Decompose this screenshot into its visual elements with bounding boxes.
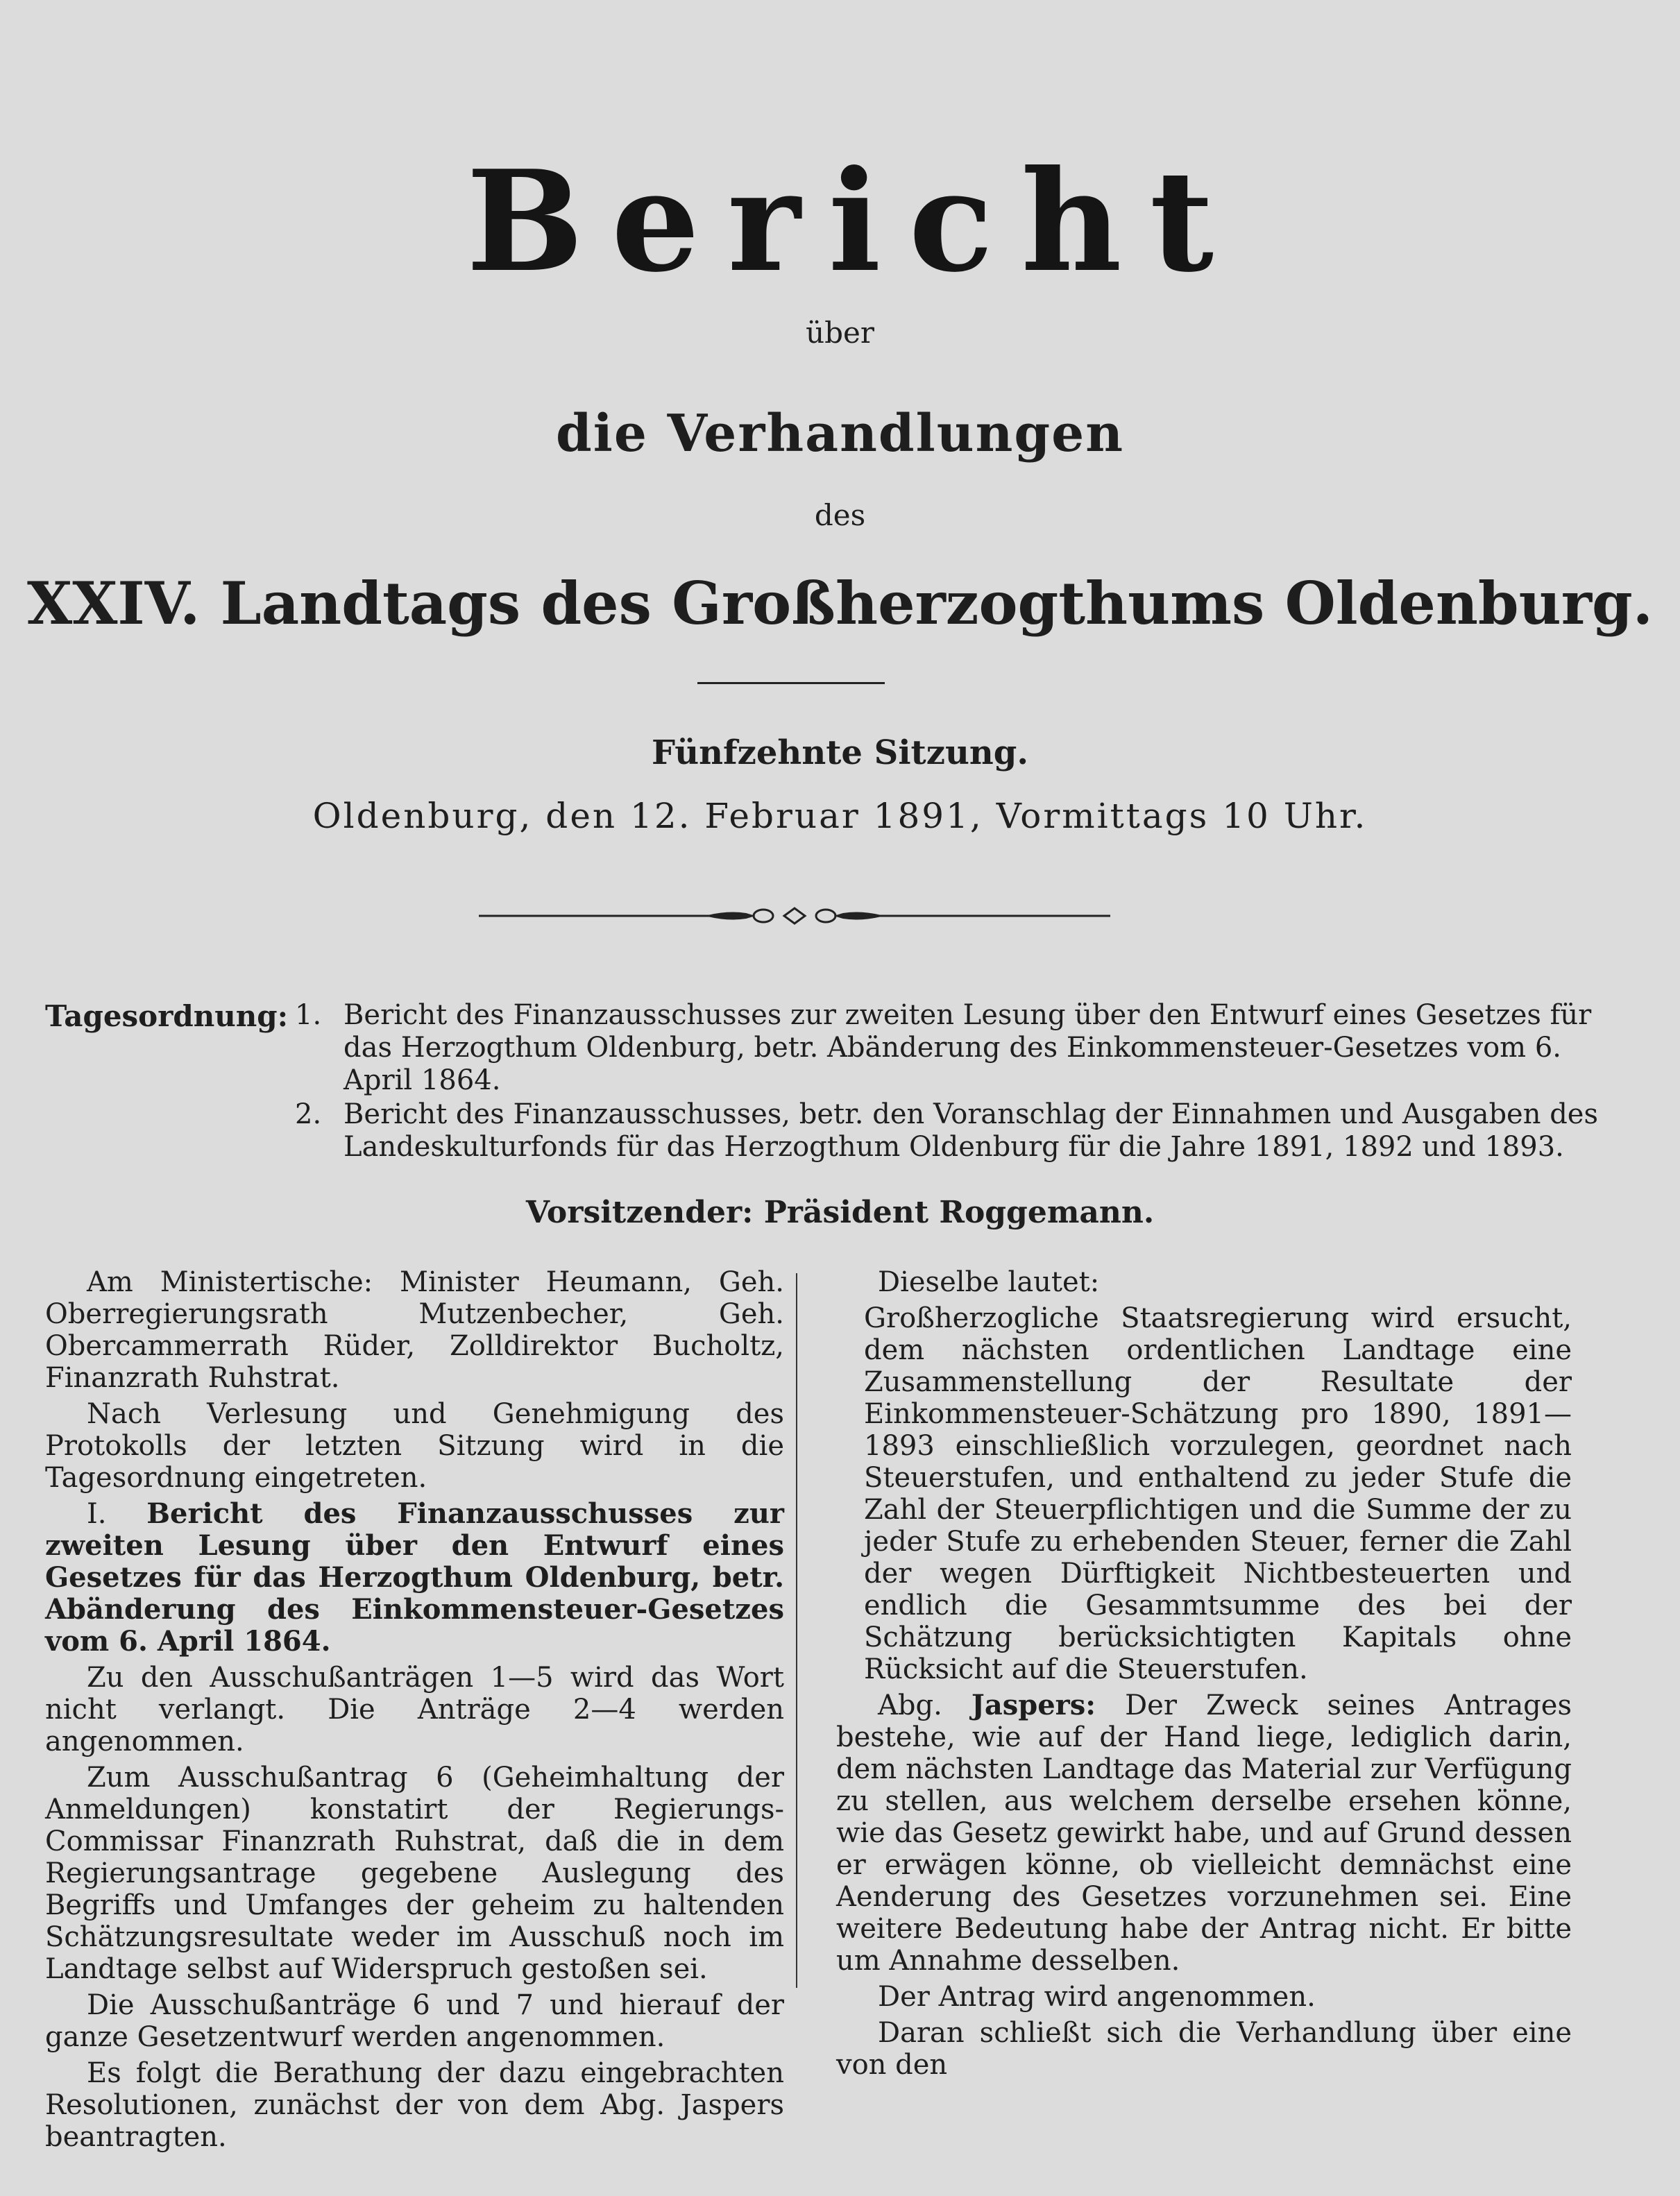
paragraph	[836, 1689, 1572, 1977]
paragraph: Nach Verlesung und Genehmigung des Protokolls der letzten Sitzung wird in die Tagesordnung eingetreten.	[45, 1398, 784, 1494]
paragraph: Die Ausschußanträge 6 und 7 und hierauf der ganze Gesetzentwurf werden angenommen.	[45, 1989, 784, 2053]
paragraph: Dieselbe lautet:	[878, 1266, 1100, 1298]
agenda-item-text: Bericht des Finanzausschusses zur zweiten Lesung über den Entwurf eines Gesetzes für das Herzogthum Oldenburg, betr. Abänderung des Einkommensteuer-Gesetzes vom 6. April 1864.	[343, 999, 1592, 1096]
paragraph: Am Ministertische: Minister Heumann, Geh. Oberregierungsrath Mutzenbecher, Geh. Obercammerrath Rüder, Zolldirektor Bucholtz, Finanzrath Ruhstrat.	[45, 1266, 784, 1394]
resolution-quote: Großherzogliche Staatsregierung wird ersucht, dem nächsten ordentlichen Landtage eine Zusammenstellung der Resultate der Einkommensteuer-Schätzung pro 1890, 1891—1893 einschließlich vorzulegen, geordnet nach Steuerstufen, und enthaltend zu jeder Stufe die Zahl der Steuerpflichtigen und die Summe der zu jeder Stufe zu erhebenden Steuer, ferner die Zahl der wegen Dürftigkeit Nichtbesteuerten und endlich die Gesammtsumme des bei der Schätzung berücksichtigten Kapitals ohne Rücksicht auf die Steuerstufen.	[864, 1302, 1572, 1685]
agenda-item	[295, 1098, 1613, 1164]
speech-text: Der Zweck seines Antrages bestehe, wie auf der Hand liege, lediglich darin, dem nächsten Landtage das Material zur Verfügung zu stellen, aus welchem derselbe ersehen könne, wie das Gesetz gewirkt habe, und auf Grund dessen er erwägen könne, ob vielleicht demnächst eine Aenderung des Gesetzes vorzunehmen sei. Eine weitere Bedeutung habe der Antrag nicht. Er bitte um Annahme desselben.	[836, 1689, 1572, 1977]
paragraph	[45, 1498, 784, 1658]
agenda-list	[295, 999, 1613, 1165]
short-divider	[697, 682, 885, 684]
agenda-item-number: 1.	[295, 999, 322, 1031]
report-title: Bericht	[466, 140, 1242, 303]
agenda-item-text: Bericht des Finanzausschusses, betr. den Voranschlag der Einnahmen und Ausgaben des Landeskulturfonds für das Herzogthum Oldenburg für die Jahre 1891, 1892 und 1893.	[343, 1098, 1599, 1163]
chairman-line: Vorsitzender: Präsident Roggemann.	[525, 1195, 1155, 1230]
section-number: I.	[87, 1498, 107, 1530]
agenda-item-number: 2.	[295, 1098, 322, 1130]
agenda-label: Tagesordnung:	[45, 999, 289, 1033]
paragraph: Zum Ausschußantrag 6 (Geheimhaltung der Anmeldungen) konstatirt der Regierungs-Commissar Finanzrath Ruhstrat, daß die in dem Regierungsantrage gegebene Auslegung des Begriffs und Umfanges der geheim zu haltenden Schätzungsresultate weder im Ausschuß noch im Landtage selbst auf Widerspruch gestoßen sei.	[45, 1762, 784, 1985]
paragraph: Es folgt die Berathung der dazu eingebrachten Resolutionen, zunächst der von dem Abg. Jaspers beantragten.	[45, 2057, 784, 2153]
section-heading: Bericht des Finanzausschusses zur zweiten Lesung über den Entwurf eines Gesetzes für das Herzogthum Oldenburg, betr. Abänderung des Einkommensteuer-Gesetzes vom 6. April 1864.	[45, 1497, 785, 1658]
paragraph: Daran schließt sich die Verhandlung über eine von den	[836, 2017, 1572, 2081]
subtitle-des: des	[814, 498, 866, 532]
column-divider	[796, 1273, 797, 1988]
agenda-item	[295, 999, 1613, 1097]
right-column	[836, 1266, 1572, 2085]
landtag-heading: XXIV. Landtags des Großherzogthums Oldenburg.	[27, 569, 1653, 638]
paragraph: Zu den Ausschußanträgen 1—5 wird das Wort nicht verlangt. Die Anträge 2—4 werden angenommen.	[45, 1662, 784, 1757]
left-column	[45, 1266, 784, 2157]
speaker-name: Jaspers:	[971, 1689, 1096, 1721]
subtitle-ueber: über	[806, 316, 874, 350]
session-heading: Fünfzehnte Sitzung.	[651, 733, 1029, 772]
session-date: Oldenburg, den 12. Februar 1891, Vormittags 10 Uhr.	[312, 796, 1368, 836]
paragraph: Der Antrag wird angenommen.	[878, 1981, 1316, 2013]
speaker-prefix: Abg.	[878, 1689, 942, 1721]
ornament-divider	[479, 899, 1110, 933]
subtitle-verhandlungen: die Verhandlungen	[555, 404, 1125, 463]
